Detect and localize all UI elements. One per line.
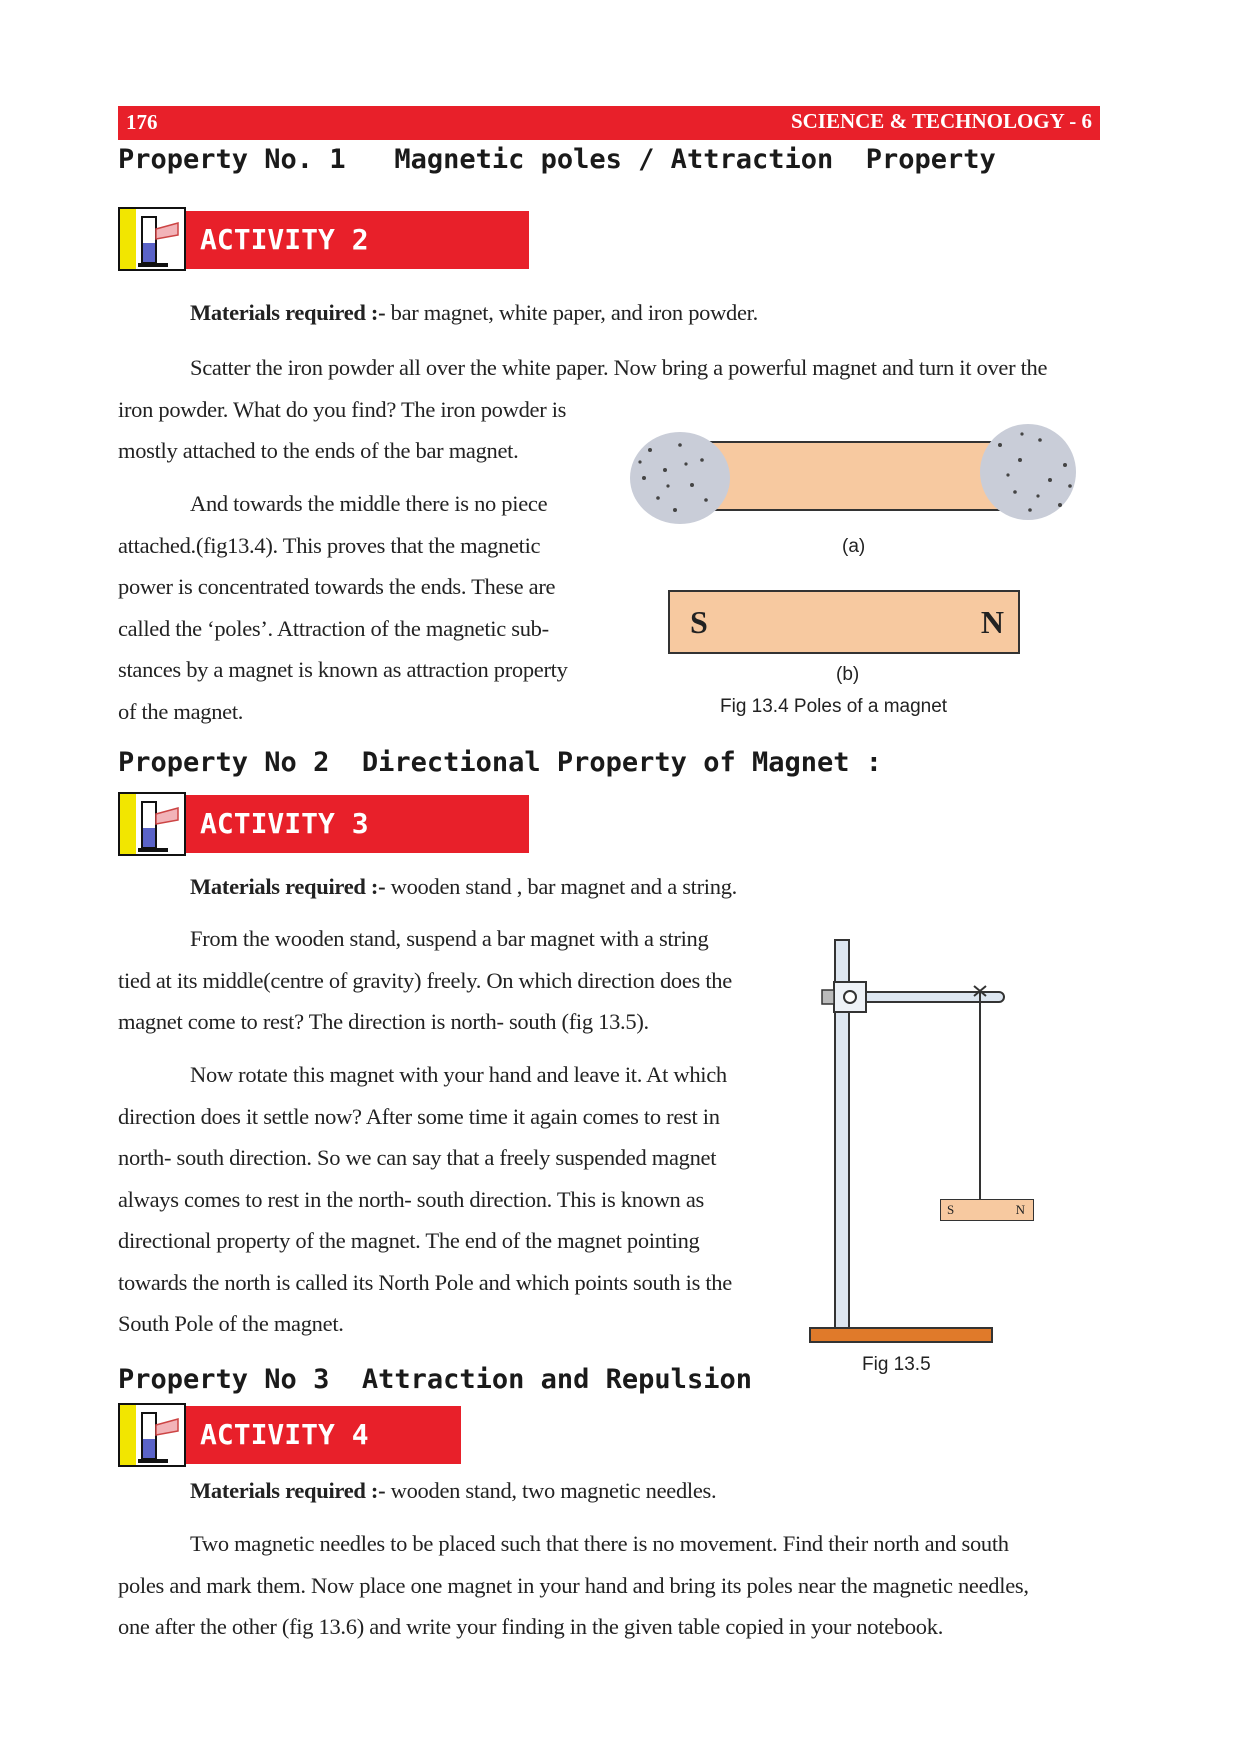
page-number: 176 [126, 110, 158, 134]
property-3-heading: Property No 3 Attraction and Repulsion [118, 1364, 752, 1395]
text-line: called the ‘poles’. Attraction of the magnetic sub- [118, 615, 549, 641]
text-line: one after the other (fig 13.6) and write your finding in the given table copied in your notebook. [118, 1614, 944, 1639]
south-pole-label: S [690, 604, 708, 640]
text-line: north- south direction. So we can say that a freely suspended magnet [118, 1145, 717, 1170]
activity-2-banner [186, 211, 529, 269]
fig-13-5-caption: Fig 13.5 [862, 1354, 931, 1375]
lab-flask-icon [118, 207, 186, 271]
materials-label: Materials required :- [190, 300, 386, 325]
text-line: Two magnetic needles to be placed such that there is no movement. Find their north and south [190, 1531, 1009, 1556]
text-line: And towards the middle there is no piece [190, 491, 548, 516]
activity-3-label: ACTIVITY 3 [200, 807, 369, 840]
fig-13-4-a-magnet-with-filings [620, 420, 1090, 530]
text-line: mostly attached to the ends of the bar magnet. [118, 438, 519, 463]
text-line: attached.(fig13.4). This proves that the magnetic [118, 532, 541, 558]
lab-flask-icon [118, 792, 186, 856]
text-line: tied at its middle(centre of gravity) freely. On which direction does the [118, 967, 732, 993]
text-line: power is concentrated towards the ends. These are [118, 574, 556, 599]
text-line: South Pole of the magnet. [118, 1311, 344, 1336]
page-header-bar [118, 106, 1100, 140]
fig-b-label: (b) [836, 664, 860, 685]
materials-text: wooden stand , bar magnet and a string. [385, 874, 737, 899]
fig-13-5-stand-with-magnet [800, 930, 1100, 1350]
activity-2-label: ACTIVITY 2 [200, 223, 369, 256]
text-line: iron powder. What do you find? The iron powder is [118, 396, 567, 422]
lab-flask-icon [118, 1403, 186, 1467]
text-line: of the magnet. [118, 698, 244, 724]
text-line: Scatter the iron powder all over the white paper. Now bring a powerful magnet and turn it over the [190, 355, 1048, 380]
materials-label: Materials required :- [190, 1478, 386, 1503]
materials-text: bar magnet, white paper, and iron powder. [385, 300, 758, 325]
text-line: direction does it settle now? After some time it again comes to rest in [118, 1103, 720, 1129]
text-line: Now rotate this magnet with your hand and leave it. At which [190, 1062, 727, 1087]
north-pole-label: N [980, 604, 1004, 640]
activity-4-banner [186, 1406, 461, 1464]
materials-label: Materials required :- [190, 874, 386, 899]
property-2-paragraph-1 [118, 918, 778, 1043]
property-1-heading: Property No. 1 Magnetic poles / Attraction Property [118, 144, 996, 175]
materials-required-4 [190, 1470, 716, 1512]
text-line: From the wooden stand, suspend a bar magnet with a string [190, 926, 709, 951]
suspended-bar-magnet [940, 1199, 1034, 1221]
activity-4-label: ACTIVITY 4 [200, 1418, 369, 1451]
text-line: directional property of the magnet. The end of the magnet pointing [118, 1228, 700, 1253]
materials-required-3 [190, 866, 737, 908]
south-pole-label: S [947, 1202, 955, 1217]
fig-13-4-caption: Fig 13.4 Poles of a magnet [720, 696, 948, 717]
materials-required-2 [190, 292, 758, 334]
property-2-heading: Property No 2 Directional Property of Magnet : [118, 747, 883, 778]
property-3-paragraph-1 [118, 1523, 1118, 1648]
book-title: SCIENCE & TECHNOLOGY - 6 [790, 109, 1092, 133]
text-line: magnet come to rest? The direction is north- south (fig 13.5). [118, 1009, 649, 1034]
property-1-paragraph-2 [118, 483, 608, 732]
text-line: always comes to rest in the north- south direction. This is known as [118, 1186, 704, 1212]
fig-a-label: (a) [842, 536, 866, 557]
north-pole-label: N [1015, 1202, 1025, 1217]
fig-13-4-b-bar-magnet [668, 590, 1020, 654]
activity-3-banner [186, 795, 529, 853]
materials-text: wooden stand, two magnetic needles. [385, 1478, 717, 1503]
text-line: towards the north is called its North Pole and which points south is the [118, 1269, 732, 1295]
text-line: poles and mark them. Now place one magnet in your hand and bring its poles near the magnetic needles, [118, 1572, 1029, 1598]
property-2-paragraph-2 [118, 1054, 778, 1345]
text-line: stances by a magnet is known as attraction property [118, 657, 568, 682]
